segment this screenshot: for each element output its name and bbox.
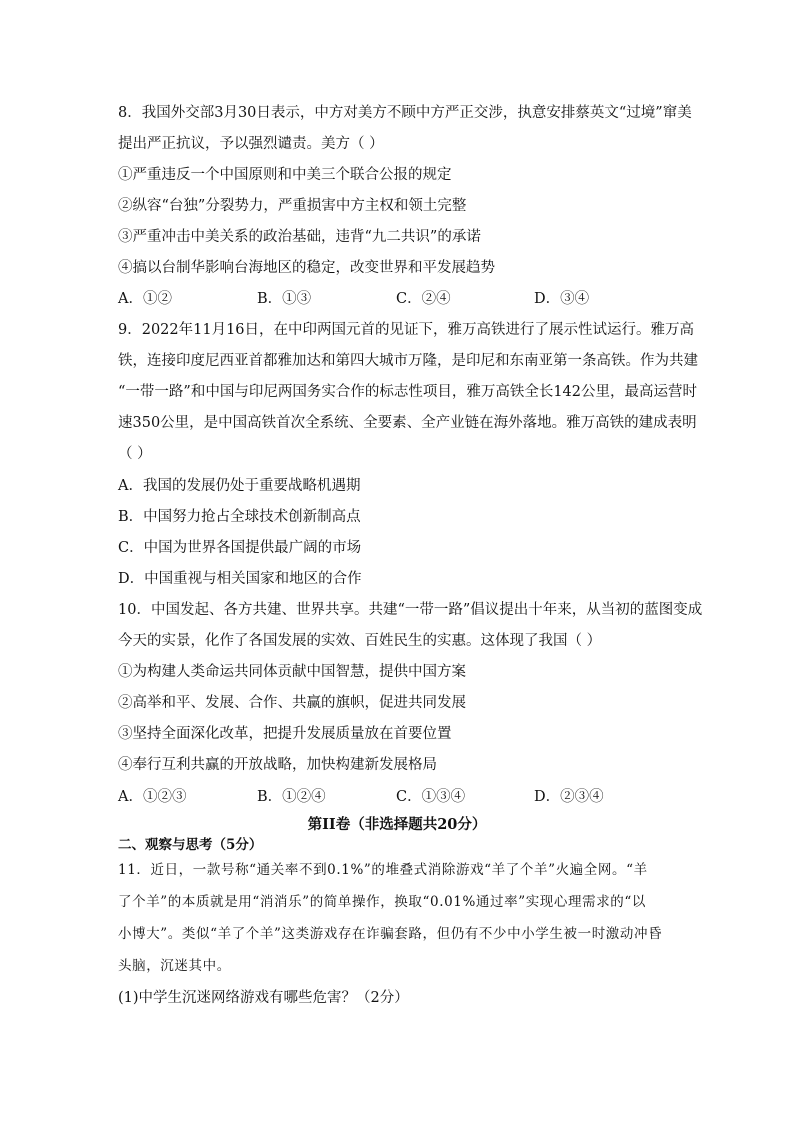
q10-options [118, 787, 678, 807]
q10-option-b[interactable]: B．①②④ [257, 789, 326, 805]
q8-item-1: ①严重违反一个中国原则和中美三个联合公报的规定 [118, 167, 452, 183]
q9-stem-line-2: 铁，连接印度尼西亚首都雅加达和第四大城市万隆，是印尼和东南亚第一条高铁。作为共建 [118, 353, 698, 369]
q9-choice-c[interactable]: C．中国为世界各国提供最广阔的市场 [118, 540, 362, 556]
q9-stem-line-5: （ ） [118, 446, 152, 462]
q8-item-4: ④搞以台制华影响台海地区的稳定，改变世界和平发展趋势 [118, 260, 495, 276]
q10-item-1: ①为构建人类命运共同体贡献中国智慧，提供中国方案 [118, 664, 466, 680]
q11-line-1: 11．近日，一款号称“通关率不到0.1%”的堆叠式消除游戏“羊了个羊”火遍全网。“羊 [118, 862, 648, 878]
q9-stem-line-1: 9．2022年11月16日，在中印两国元首的见证下，雅万高铁进行了展示性试运行。雅万高 [118, 322, 695, 338]
q9-choice-d[interactable]: D．中国重视与相关国家和地区的合作 [118, 571, 362, 587]
q10-option-a[interactable]: A．①②③ [118, 789, 187, 805]
q10-option-c[interactable]: C．①③④ [396, 789, 466, 805]
q9-choice-b[interactable]: B．中国努力抢占全球技术创新制高点 [118, 509, 361, 525]
q11-line-3: 小博大”。类似“羊了个羊”这类游戏存在诈骗套路，但仍有不少中小学生被一时激动冲昏 [118, 926, 663, 942]
q8-option-c[interactable]: C．②④ [396, 291, 451, 307]
q9-stem-line-4: 速350公里，是中国高铁首次全系统、全要素、全产业链在海外落地。雅万高铁的建成表明 [118, 415, 697, 431]
part-two-title: 第II卷（非选择题共20分） [307, 816, 487, 833]
q11-line-4: 头脑，沉迷其中。 [118, 958, 231, 974]
q10-stem-line-2: 今天的实景，化作了各国发展的实效、百姓民生的实惠。这体现了我国（ ） [118, 633, 602, 649]
q8-option-d[interactable]: D．③④ [534, 291, 590, 307]
q8-stem-line-1: 8．我国外交部3月30日表示，中方对美方不顾中方严正交涉，执意安排蔡英文“过境”窜美 [118, 105, 692, 121]
q11-subquestion-1: (1)中学生沉迷网络游戏有哪些危害？（2分） [118, 990, 409, 1006]
q10-item-4: ④奉行互利共赢的开放战略，加快构建新发展格局 [118, 757, 437, 773]
q10-item-3: ③坚持全面深化改革，把提升发展质量放在首要位置 [118, 726, 452, 742]
q8-options [118, 289, 678, 309]
q8-item-3: ③严重冲击中美关系的政治基础，违背“九二共识”的承诺 [118, 229, 481, 245]
q10-stem-line-1: 10．中国发起、各方共建、世界共享。共建“一带一路”倡议提出十年来，从当初的蓝图变成 [118, 602, 703, 618]
q8-item-2: ②纵容“台独”分裂势力，严重损害中方主权和领土完整 [118, 198, 467, 214]
q8-stem-line-2: 提出严正抗议，予以强烈谴责。美方（ ） [118, 136, 384, 152]
q8-option-a[interactable]: A．①② [118, 291, 172, 307]
q10-item-2: ②高举和平、发展、合作、共赢的旗帜，促进共同发展 [118, 695, 466, 711]
section-heading: 二、观察与思考（5分） [118, 837, 263, 853]
q9-choice-a[interactable]: A．我国的发展仍处于重要战略机遇期 [118, 478, 361, 494]
q10-option-d[interactable]: D．②③④ [534, 789, 604, 805]
q8-option-b[interactable]: B．①③ [257, 291, 312, 307]
q9-stem-line-3: “一带一路”和中国与印尼两国务实合作的标志性项目，雅万高铁全长142公里，最高运营时 [118, 384, 697, 400]
q11-line-2: 了个羊”的本质就是用“消消乐”的简单操作，换取“0.01%通过率”实现心理需求的“以 [118, 894, 646, 910]
